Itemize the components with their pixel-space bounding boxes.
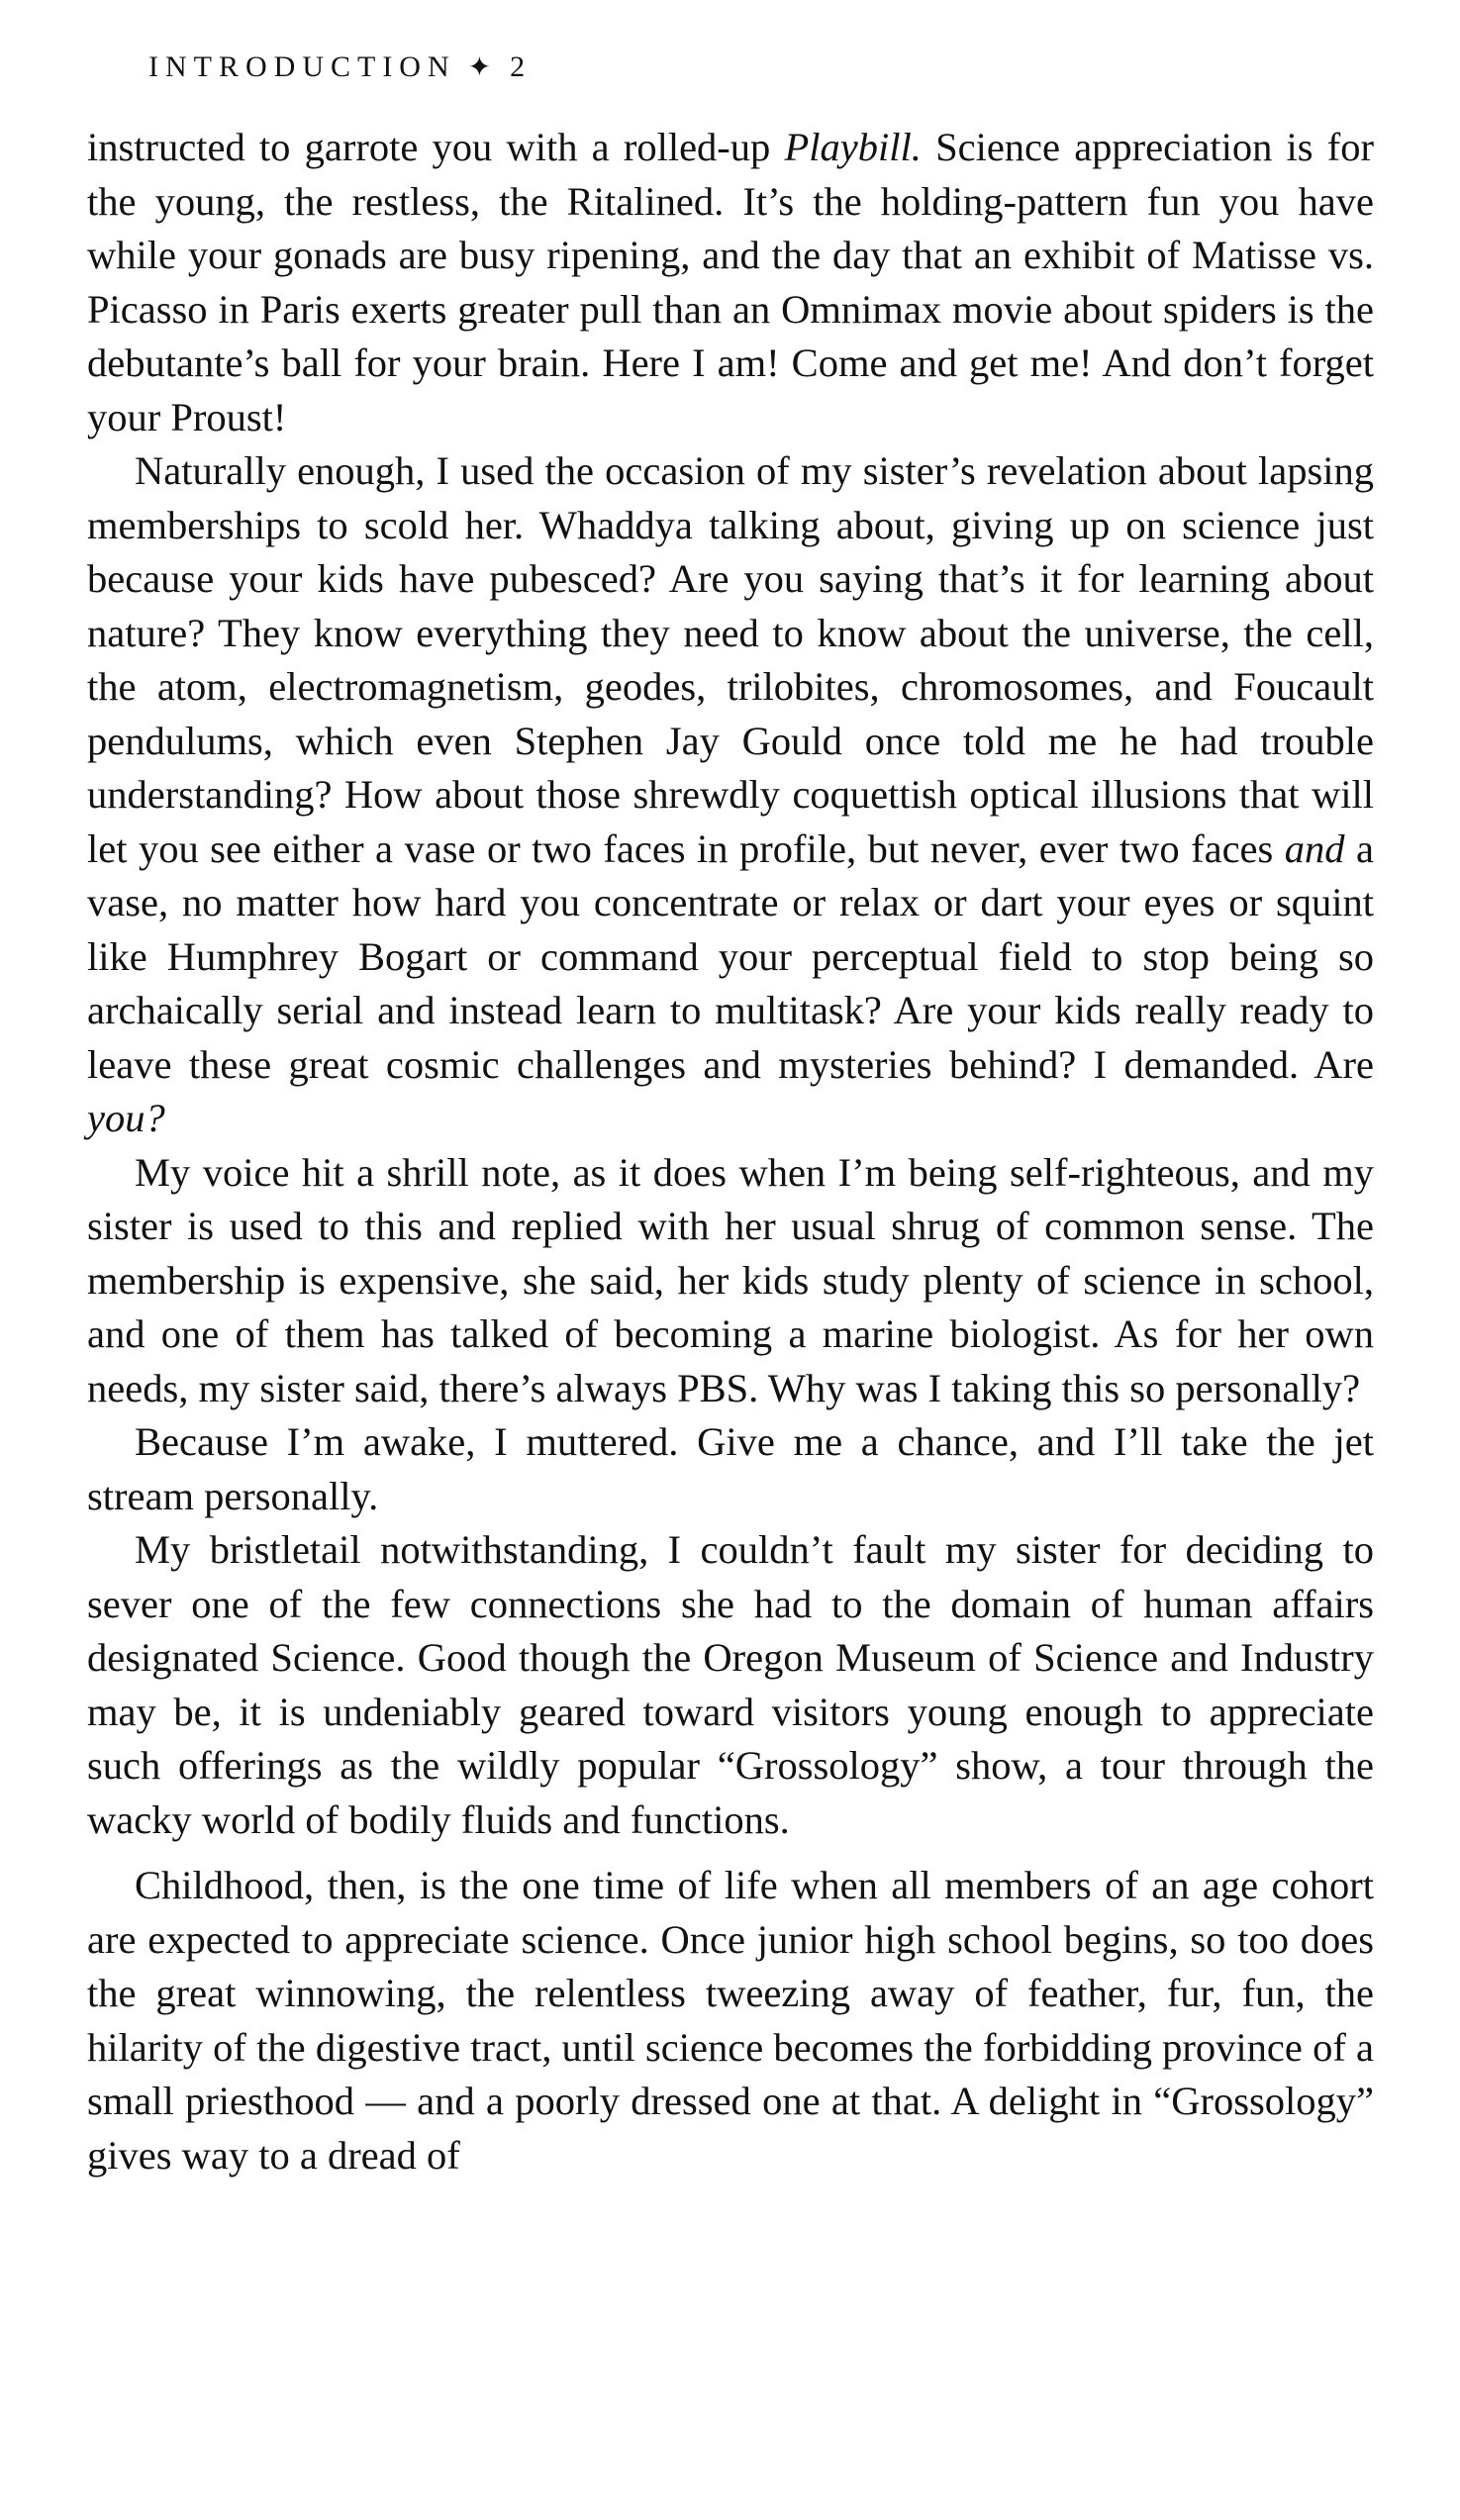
paragraph: [87, 1415, 1374, 1523]
text-run: Childhood, then, is the one time of life when all members of an age cohort are expected to appreciate science. Once junior high school begins, so too does the great winnowing, the relentless tweezing away of feather, fur, fun, the hilarity of the digestive tract, until science becomes the forbidding province of a small priesthood — and a poorly dressed one at that. A delight in “Grossology” gives way to a dread of: [87, 1863, 1374, 2178]
italic-run: and: [1284, 825, 1345, 871]
ornament-icon: ✦: [467, 52, 499, 83]
paragraph: [87, 1523, 1374, 1847]
text-run: a vase, no matter how hard you concentrate or relax or dart your eyes or squint like Humphrey Bogart or command your perceptual field to stop being so archaically serial and instead learn to multitask? Are your kids really ready to leave these great cosmic challenges and mysteries behind? I demanded. Are: [87, 825, 1374, 1087]
section-title: INTRODUCTION: [148, 50, 456, 83]
paragraph: [87, 1859, 1374, 2182]
paragraph: [87, 444, 1374, 1146]
text-run: Naturally enough, I used the occasion of my sister’s revelation about lapsing memberships to scold her. Whaddya talking about, giving up on science just because your kids have pubesced? Are you saying that’s it for learning about nature? They know everything they need to know about the universe, the cell, the atom, electromagnetism, geodes, trilobites, chromosomes, and Foucault pendulums, which even Stephen Jay Gould once told me he had trouble understanding? How about those shrewdly coquettish optical illusions that will let you see either a vase or two faces in profile, but never, ever two faces: [87, 448, 1374, 871]
text-run: My bristletail notwithstanding, I couldn’t fault my sister for deciding to sever one of the few connections she had to the domain of human affairs designated Science. Good though the Oregon Museum of Science and Industry may be, it is undeniably geared toward visitors young enough to appreciate such offerings as the wildly popular “Grossology” show, a tour through the wacky world of bodily fluids and functions.: [87, 1527, 1374, 1842]
paragraph: [87, 121, 1374, 444]
body-text: [87, 121, 1374, 2182]
page-number: 2: [510, 50, 533, 83]
text-run: instructed to garrote you with a rolled-up: [87, 125, 785, 169]
text-run: My voice hit a shrill note, as it does when I’m being self-righteous, and my sister is used to this and replied with her usual shrug of common sense. The membership is expensive, she said, her kids study plenty of science in school, and one of them has talked of becoming a marine biologist. As for her own needs, my sister said, there’s always PBS. Why was I taking this so personally?: [87, 1149, 1374, 1410]
italic-run: Playbill.: [784, 125, 922, 169]
text-run: Because I’m awake, I muttered. Give me a chance, and I’ll take the jet stream personally.: [87, 1419, 1374, 1518]
italic-run: you?: [87, 1096, 165, 1140]
paragraph: [87, 1146, 1374, 1416]
running-head: [148, 48, 532, 88]
text-run: Science appreciation is for the young, the restless, the Ritalined. It’s the holding-pattern fun you have while your gonads are busy ripening, and the day that an exhibit of Matisse vs. Picasso in Paris exerts greater pull than an Omnimax movie about spiders is the debutante’s ball for your brain. Here I am! Come and get me! And don’t forget your Proust!: [87, 125, 1374, 439]
